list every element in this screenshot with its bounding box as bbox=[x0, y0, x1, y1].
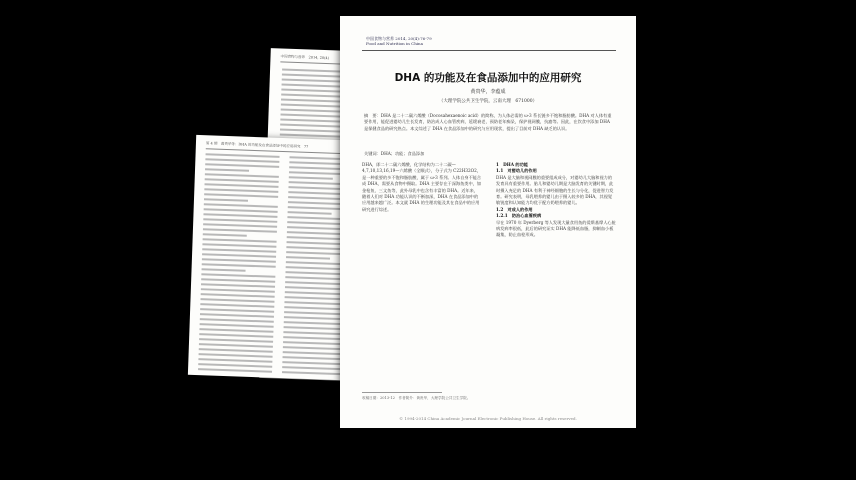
intro-paragraph: DHA，即二十二碳六烯酸，化学结构为二十二碳—4,7,10,13,16,19—六烯酸（全顺式），分子式为 C22H32O2，是一种重要的多不饱和脂肪酸，属于 ω-3 系列。人体自身不能合成 DHA，需要从食物中摄取。DHA 主要存在于深海鱼类中，如金枪鱼、三文鱼等，此外母乳中也含有丰富的 DHA。近年来，随着人们对 DHA 功能认识的不断加深，DHA 在食品添加中的应用越来越广泛。本文就 DHA 的生理功能及其在食品中的应用研究进行综述。 bbox=[362, 162, 482, 212]
body-column-left bbox=[362, 162, 482, 213]
paper-title: DHA 的功能及在食品添加中的应用研究 bbox=[394, 72, 582, 84]
journal-header bbox=[366, 36, 506, 46]
copyright-footer: © 1994-2014 China Academic Journal Electronic Publishing House. All rights reserved. bbox=[399, 416, 577, 421]
footnote-rule bbox=[362, 392, 442, 393]
keywords: 关键词：DHA；功能；食品添加 bbox=[364, 151, 425, 156]
subsection-heading: 1.1 对婴幼儿的作用 bbox=[496, 168, 537, 174]
body-paragraph: 早在 1970 年 Dyerberg 等人发现大量食用鱼的爱斯基摩人心脏病发病率很低，此后的研究证实 DHA 能降低血脂，抑制血小板凝集，防止血栓形成。 bbox=[496, 219, 616, 238]
footnote: 收稿日期：2013-12 作者简介：黄贵华，大理学院公共卫生学院。 bbox=[362, 396, 471, 400]
page-header: 中国食物与营养 2014, 20(4) bbox=[280, 54, 490, 69]
page-header: 第 4 期 黄贵华等：DHA 的功能及在食品添加中的应用研究 77 bbox=[206, 141, 366, 155]
body-column-right bbox=[496, 162, 616, 239]
abstract: 摘 要：DHA 是二十二碳六烯酸（Docosahexaenoic acid）的简称，为人体必需的 ω-3 系长链多不饱和脂肪酸。DHA 对人体有重要作用，能促进婴幼儿生长发育，防治成人心血管疾病，延缓衰老，预防老年痴呆，保护视网膜，抗癌等。因此，在饮食中添加 DHA 是保健食品的研究热点。本文综述了 DHA 在食品添加中的研究与应用现状，提出了目前对 DHA 缺乏的认识。 bbox=[364, 113, 612, 131]
main-document-page bbox=[340, 16, 636, 428]
paper-affiliation: （大理学院公共卫生学院，云南大理 671000） bbox=[438, 99, 538, 104]
section-heading: 1 DHA 的功能 bbox=[496, 162, 528, 167]
header-rule bbox=[362, 50, 616, 51]
journal-year: 2014, 20(4):76-79 bbox=[395, 36, 432, 41]
text-column-left bbox=[198, 153, 280, 375]
paper-authors: 黄贵华，李蕴成 bbox=[470, 89, 506, 95]
journal-name-en: Food and Nutrition in China bbox=[366, 41, 424, 46]
subsubsection-heading: 1.2.1 防治心血管疾病 bbox=[496, 213, 542, 219]
subsection-heading: 1.2 对成人的作用 bbox=[496, 206, 533, 212]
journal-name-cn: 中国食物与营养 bbox=[366, 36, 394, 41]
body-paragraph: DHA 是大脑和视网膜的重要组成成分，对婴幼儿大脑和视力的发育具有重要作用。胎儿和婴幼儿期是大脑发育的关键时期，此时摄入充足的 DHA 有利于神经细胞的生长与分化，促进智力发育。研究表明，母乳喂养的婴儿由于摄入较多的 DHA，其视觉敏锐度和认知能力均优于配方奶喂养的婴儿。 bbox=[496, 174, 614, 206]
